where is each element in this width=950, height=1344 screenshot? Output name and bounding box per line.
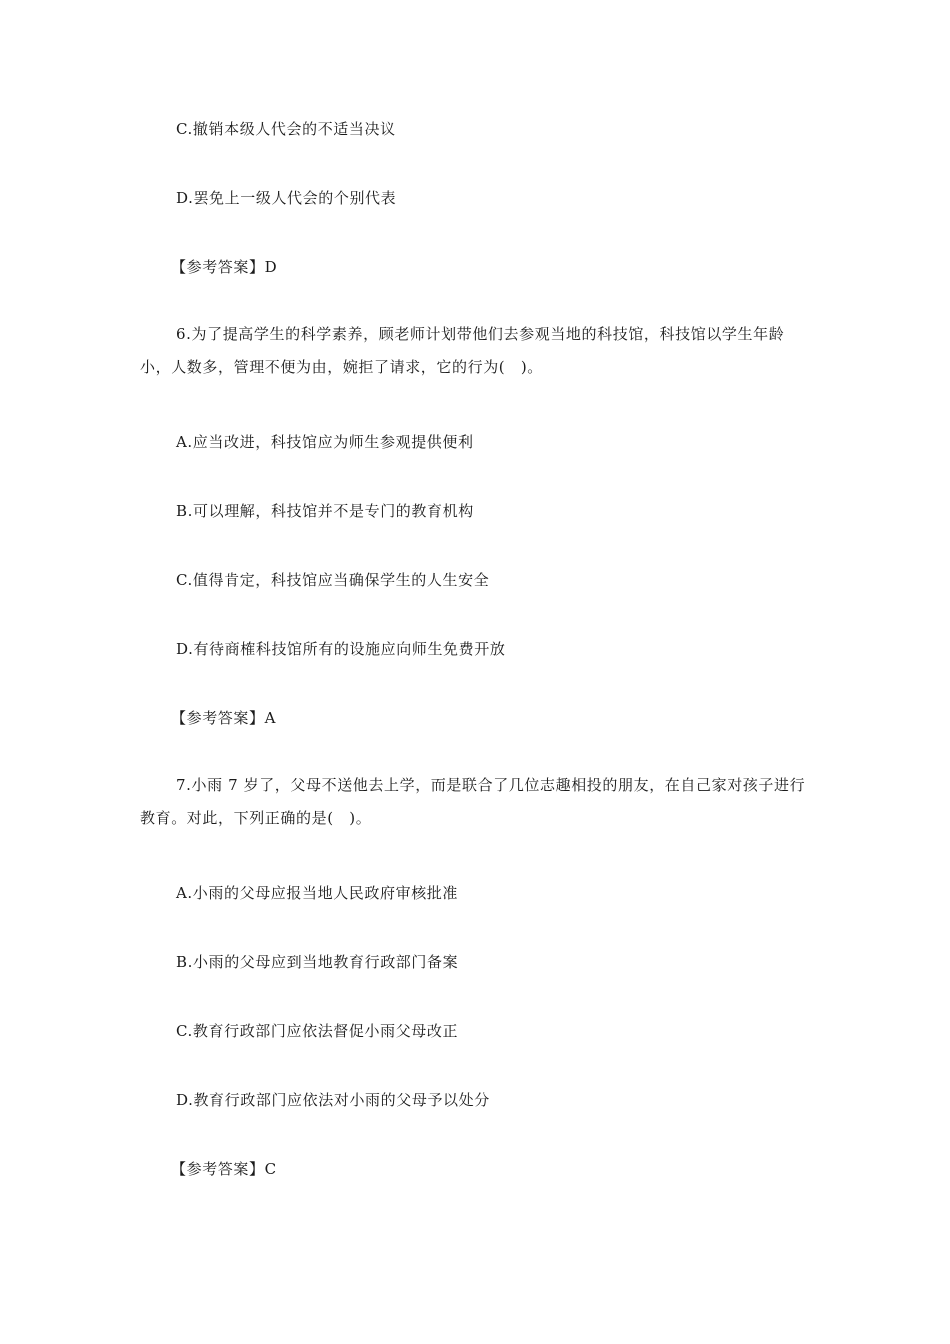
option-d-q7: D.教育行政部门应依法对小雨的父母予以处分 (176, 1091, 490, 1109)
option-c-q5: C.撤销本级人代会的不适当决议 (176, 120, 396, 138)
option-d-q5: D.罢免上一级人代会的个别代表 (176, 189, 397, 207)
question-7-text: 7.小雨 7 岁了，父母不送他去上学，而是联合了几位志趣相投的朋友，在自己家对孩子进行教育。对此，下列正确的是( )。 (140, 776, 806, 827)
answer-q6: 【参考答案】A (171, 709, 277, 727)
answer-q5: 【参考答案】D (171, 258, 278, 276)
question-6 (140, 318, 810, 384)
option-c-q7: C.教育行政部门应依法督促小雨父母改正 (176, 1022, 459, 1040)
option-a-q6: A.应当改进，科技馆应为师生参观提供便利 (176, 433, 474, 451)
option-b-q7: B.小雨的父母应到当地教育行政部门备案 (176, 953, 459, 971)
answer-q7: 【参考答案】C (171, 1160, 277, 1178)
question-7 (140, 769, 810, 835)
option-b-q6: B.可以理解，科技馆并不是专门的教育机构 (176, 502, 474, 520)
option-a-q7: A.小雨的父母应报当地人民政府审核批准 (176, 884, 459, 902)
option-c-q6: C.值得肯定，科技馆应当确保学生的人生安全 (176, 571, 490, 589)
option-d-q6: D.有待商榷科技馆所有的设施应向师生免费开放 (176, 640, 506, 658)
question-6-text: 6.为了提高学生的科学素养，顾老师计划带他们去参观当地的科技馆，科技馆以学生年龄小，人数多，管理不便为由，婉拒了请求，它的行为( )。 (140, 325, 785, 376)
